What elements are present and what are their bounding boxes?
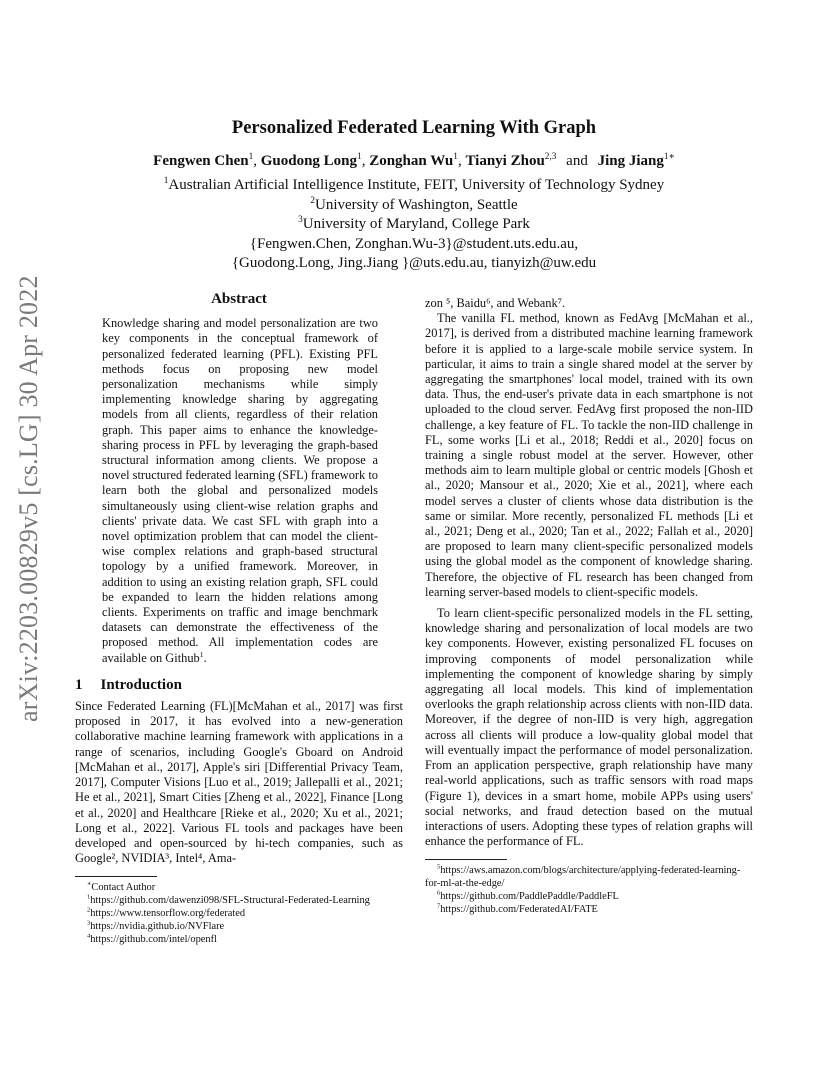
abstract-body: Knowledge sharing and model personalization are two key components in the conceptual framework of personalized federated learning (PFL). Existing PFL methods focus on proposing new model personalization mechanisms while simply implementing knowledge sharing by aggregating models from all clients, regardless of their relation graph. This paper aims to enhance the knowledge-sharing process in PFL by leveraging the graph-based structural information among clients. We propose a novel structured federated learning (SFL) framework to learn both the global and personalized models simultaneously using client-wise relation graphs and clients' private data. We cast SFL with graph into a novel optimization problem that can model the client-wise complex relations and graph-based structural topology by a unified framework. Moreover, in addition to using an existing relation graph, SFL could be expanded to learn the hidden relations among clients. Experiments on traffic and image benchmark datasets can demonstrate the effectiveness of the proposed method. All implementation codes are available on Github$^1$. [102,316,378,665]
abstract-text: Knowledge sharing and model personalization are two key components in the conceptual framework of personalized federated learning (PFL). Existing PFL methods focus on proposing new model personalization mechanisms while simply implementing knowledge sharing by aggregating models from all clients, regardless of their relation graph. This paper aims to enhance the knowledge-sharing process in PFL by leveraging the graph-based structural information among clients. We propose a novel structured federated learning (SFL) framework to learn both the global and personalized models simultaneously using client-wise relation graphs and clients' private data. We cast SFL with graph into a novel optimization problem that can model the client-wise complex relations and graph-based structural topology by a unified framework. Moreover, in addition to using an existing relation graph, SFL could be expanded to learn the hidden relations among clients. Experiments on traffic and image benchmark datasets can demonstrate the effectiveness of the proposed method. All implementation codes are available on Github [102,316,378,665]
footnote: ∗Contact Author [87,880,156,894]
paper-header [0,118,828,274]
footnote: $^2$https://www.tensorflow.org/federated [87,906,246,920]
author-name: Tianyi Zhou [465,153,545,169]
footnote: $^5$https://aws.amazon.com/blogs/architecture/applying-federated-learning-for-ml-at-the-edge/ [425,863,741,890]
affiliation: $^3$University of Maryland, College Park [298,215,530,232]
author-list: Fengwen Chen$^1$, Guodong Long$^1$, Zonghan Wu$^1$, Tianyi Zhou$^{2,3}$ and Jing Jiang$^{1∗}$ [153,152,675,169]
footnote: $^1$https://github.com/dawenzi098/SFL-Structural-Federated-Learning [87,893,370,907]
intro-paragraph: Since Federated Learning (FL)[McMahan et al., 2017] was first proposed in 2017, it has evolved into a new-generation collaborative machine learning framework with applications in a range of scenarios, including Google's Gboard on Android [McMahan et al., 2017], Apple's siri [Differential Privacy Team, 2017], Computer Visions [Luo et al., 2019; Jallepalli et al., 2021; He et al., 2021], Smart Cities [Zheng et al., 2022], Finance [Long et al., 2020] and Healthcare [Rieke et al., 2020; Xu et al., 2021; Long et al., 2022]. Various FL tools and packages have been developed and open-sourced by hi-tech companies, such as Google², NVIDIA³, Intel⁴, Ama- [75,699,403,866]
left-column [75,292,403,946]
footnote-rule [425,859,507,860]
footnote-ref: 1 [199,649,204,659]
author-affil-mark: 1 [248,152,254,162]
section-heading: 1 Introduction [75,676,182,693]
right-column [425,296,753,916]
author-name: Guodong Long [260,153,358,169]
footnote: $^3$https://nvidia.github.io/NVFlare [87,919,225,933]
author-affil-mark: 1 [453,152,458,162]
email-line: {Guodong.Long, Jing.Jiang }@uts.edu.au, tianyizh@uw.edu [231,255,597,271]
footnote: $^6$https://github.com/PaddlePaddle/PaddleFL [437,889,619,903]
footnote: $^4$https://github.com/intel/openfl [87,932,217,946]
author-affil-mark: 1∗ [663,152,675,162]
author-affil-mark: 2,3 [544,152,557,162]
intro-paragraph: To learn client-specific personalized models in the FL setting, knowledge sharing and personalization of local models are two key components. However, existing personalized FL focuses on improving components of model personalization while implementing the component of knowledge sharing by simply aggregating all local models. This kind of implementation overlooks the graph relationship across clients with non-IID data. Moreover, if the degree of non-IID is very high, aggregation across all clients will produce a low-quality global model that will eventually impact the performance of model personalization. From an application perspective, graph relationship have many real-world applications, such as traffic sensors with road maps (Figure 1), devices in a smart home, mobile APPs using users' social networks, and fraud detection based on the mutual interactions of users. Adopting these types of relation graphs will enhance the performance of FL. [425,606,753,849]
author-name: Zonghan Wu [369,153,454,169]
footnote-rule [75,876,157,877]
author-name: Jing Jiang [597,153,664,169]
author-name: Fengwen Chen [153,153,249,169]
intro-continuation: zon ⁵, Baidu⁶, and Webank⁷. [425,296,566,310]
email-line: {Fengwen.Chen, Zonghan.Wu-3}@student.uts.edu.au, [249,235,579,252]
paper-title: Personalized Federated Learning With Graph [231,118,597,138]
arxiv-stamp: arXiv:2203.00829v5 [cs.LG] 30 Apr 2022 [14,275,43,722]
footnote: $^7$https://github.com/FederatedAI/FATE [437,902,598,916]
author-affil-mark: 1 [357,152,362,162]
intro-paragraph: The vanilla FL method, known as FedAvg [McMahan et al., 2017], is derived from a distributed machine learning framework before it is applied to a large-scale mobile service system. In particular, it aims to train a single shared model at the server by aggregating the smartphones' local model, trained with its own data. Thus, the end-user's private data in each smartphone is not uploaded to the cloud server. FedAvg first proposed the non-IID challenge, a key feature of FL. To tackle the non-IID challenge in FL, some works [Li et al., 2018; Reddi et al., 2020] focus on training a single robust model at the server. However, other methods aim to learn multiple global or centric models [Ghosh et al., 2020; Mansour et al., 2020; Xie et al., 2021], where each model serves a cluster of clients whose data distribution is the same or similar. More recently, personalized FL methods [Li et al., 2021; Deng et al., 2020; Tan et al., 2022; Fallah et al., 2020] are proposed to learn many client-specific personalized models using the global model as the component of knowledge sharing. Therefore, the objective of FL research has been changed from learning server-based models to client-specific models. [425,311,753,599]
author-and: and [566,153,588,169]
affiliation: $^2$University of Washington, Seattle [310,195,518,213]
affiliation: $^1$Australian Artificial Intelligence Institute, FEIT, University of Technology Sydney [163,176,665,193]
abstract-heading: Abstract [211,291,267,307]
